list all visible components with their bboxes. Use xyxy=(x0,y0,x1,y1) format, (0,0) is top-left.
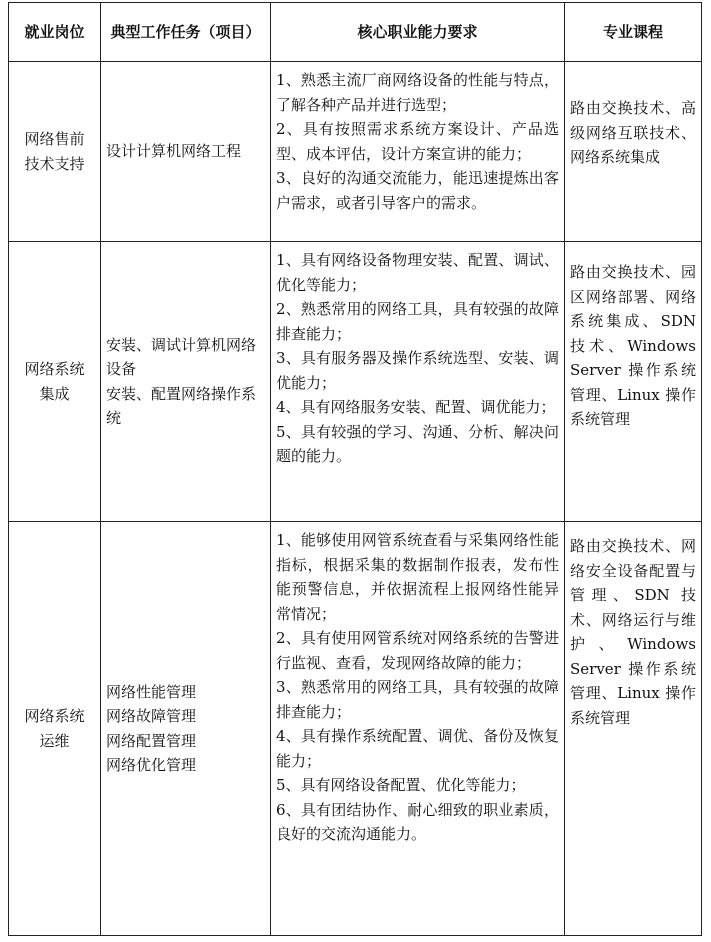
ability-cell xyxy=(271,62,565,242)
ability-item: 4、具有操作系统配置、调优、备份及恢复能力； xyxy=(276,727,559,770)
page xyxy=(8,2,701,936)
task-cell xyxy=(101,522,271,936)
course-list: 路由交换技术、园区网络部署、网络系统集成、SDN 技术、Windows Server 操作系统管理、Linux 操作系统管理 xyxy=(570,263,696,428)
ability-item: 4、具有网络服务安装、配置、调优能力； xyxy=(276,398,556,416)
ability-item: 1、具有网络设备物理安装、配置、调试、优化等能力； xyxy=(276,251,559,294)
task-cell xyxy=(101,62,271,242)
table-row xyxy=(9,522,702,936)
course-cell xyxy=(565,522,702,936)
header-course: 专业课程 xyxy=(565,3,702,62)
task-item: 安装、调试计算机网络设备 xyxy=(106,335,257,378)
ability-item: 1、能够使用网管系统查看与采集网络性能指标，根据采集的数据制作报表，发布性能预警信息，并依据流程上报网络性能异常情况； xyxy=(276,531,559,623)
ability-item: 5、具有网络设备配置、优化等能力； xyxy=(276,776,526,794)
ability-item: 5、具有较强的学习、沟通、分析、解决问题的能力。 xyxy=(276,422,559,465)
ability-item: 6、具有团结协作、耐心细致的职业素质，良好的交流沟通能力。 xyxy=(276,800,559,843)
course-list: 路由交换技术、网络安全设备配置与管理、SDN 技术、网络运行与维护、Windows Server 操作系统管理、Linux 操作系统管理 xyxy=(570,537,696,727)
task-item: 设计计算机网络工程 xyxy=(106,142,242,161)
ability-item: 2、具有使用网管系统对网络系统的告警进行监视、查看，发现网络故障的能力； xyxy=(276,629,559,672)
task-item: 网络故障管理 xyxy=(106,707,197,725)
header-task: 典型工作任务（项目） xyxy=(101,3,271,62)
post-cell xyxy=(9,522,101,936)
post-name: 网络系统 集成 xyxy=(24,360,85,403)
ability-item: 2、熟悉常用的网络工具，具有较强的故障排查能力； xyxy=(276,300,559,343)
post-name: 网络系统 运维 xyxy=(24,707,85,750)
ability-item: 3、良好的沟通交流能力，能迅速提炼出客户需求，或者引导客户的需求。 xyxy=(276,169,559,212)
task-item: 安装、配置网络操作系统 xyxy=(106,384,257,427)
ability-item: 3、熟悉常用的网络工具，具有较强的故障排查能力； xyxy=(276,678,559,721)
task-item: 网络优化管理 xyxy=(106,756,197,774)
course-list: 路由交换技术、高级网络互联技术、网络系统集成 xyxy=(570,99,696,166)
ability-item: 2、具有按照需求系统方案设计、产品选型、成本评估，设计方案宣讲的能力； xyxy=(276,120,559,163)
ability-item: 1、熟悉主流厂商网络设备的性能与特点，了解各种产品并进行选型； xyxy=(276,71,559,114)
post-name: 网络售前 技术支持 xyxy=(24,130,85,173)
header-row xyxy=(9,3,702,62)
header-ability: 核心职业能力要求 xyxy=(271,3,565,62)
ability-cell xyxy=(271,522,565,936)
task-item: 网络性能管理 xyxy=(106,682,197,701)
task-item: 网络配置管理 xyxy=(106,731,197,750)
job-ability-table xyxy=(8,2,702,936)
table-row xyxy=(9,242,702,522)
course-cell xyxy=(565,62,702,242)
course-cell xyxy=(565,242,702,522)
ability-cell xyxy=(271,242,565,522)
header-post: 就业岗位 xyxy=(9,3,101,62)
post-cell xyxy=(9,242,101,522)
task-cell xyxy=(101,242,271,522)
ability-item: 3、具有服务器及操作系统选型、安装、调优能力； xyxy=(276,349,559,392)
post-cell xyxy=(9,62,101,242)
table-row xyxy=(9,62,702,242)
